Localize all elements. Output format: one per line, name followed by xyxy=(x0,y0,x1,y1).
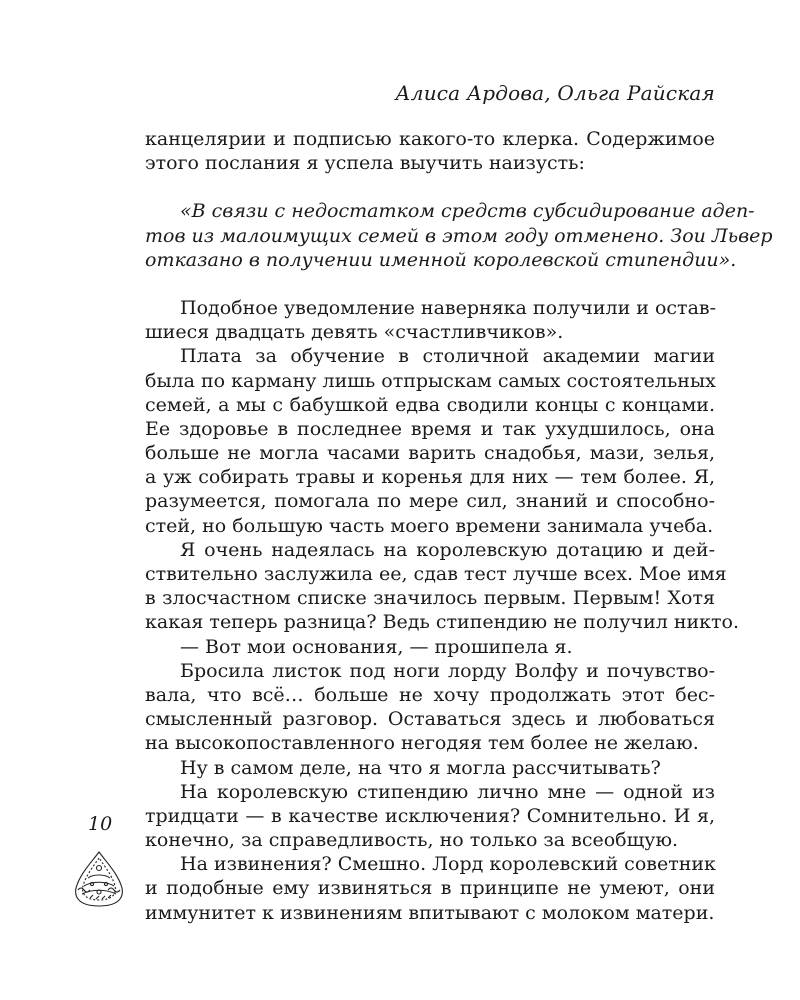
text-line: была по карману лишь отпрыскам самых состоятельных xyxy=(145,369,716,392)
text-line: иммунитет к извинениям впитывают с молоком матери. xyxy=(145,901,715,924)
text-line: на высокопоставленного негодяя тем более не желаю. xyxy=(145,732,699,755)
text-line: разумеется, помогала по мере сил, знаний и способно- xyxy=(145,490,715,513)
quote-line: отказано в получении именной королевской стипендии». xyxy=(145,248,737,271)
text-line: Ну в самом деле, на что я могла рассчитывать? xyxy=(180,756,661,779)
page-body xyxy=(145,127,773,925)
text-line: и подобные ему извиняться в принципе не умеют, они xyxy=(145,877,715,900)
text-line: ствительно заслужила ее, сдав тест лучше всех. Мое имя xyxy=(145,563,727,585)
page-number: 10 xyxy=(88,813,113,835)
text-line: канцелярии и подписью какого-то клерка. Содержимое xyxy=(145,128,715,150)
text-line: смысленный разговор. Оставаться здесь и любоваться xyxy=(145,708,715,731)
text-line: больше не могла часами варить снадобья, мази, зелья, xyxy=(145,442,715,465)
text-line: Ее здоровье в последнее время и так ухудшилось, она xyxy=(145,417,715,440)
quote-line: тов из малоимущих семей в этом году отменено. Зои Львер xyxy=(145,224,773,247)
quote-line: «В связи с недостатком средств субсидирование адеп- xyxy=(180,200,755,223)
text-line: Бросила листок под ноги лорду Волфу и почувство- xyxy=(180,659,715,682)
running-header: Алиса Ардова, Ольга Райская xyxy=(395,81,715,105)
text-line: вала, что всё… больше не хочу продолжать этот бес- xyxy=(145,683,715,706)
text-line: этого послания я успела выучить наизусть: xyxy=(145,152,585,175)
text-line: Я очень надеялась на королевскую дотацию и дей- xyxy=(180,538,715,561)
text-line: тридцати — в качестве исключения? Сомнительно. И я, xyxy=(145,804,715,827)
text-line: — Вот мои основания, — прошипела я. xyxy=(180,635,573,658)
text-line: Подобное уведомление наверняка получили и остав- xyxy=(180,296,717,319)
text-line: а уж собирать травы и коренья для них — тем более. Я, xyxy=(145,466,715,489)
decorative-ornament-icon xyxy=(68,848,130,910)
text-line: На извинения? Смешно. Лорд королевский советник xyxy=(180,853,716,876)
text-line: шиеся двадцать девять «счастливчиков». xyxy=(145,321,564,344)
text-line: семей, а мы с бабушкой едва сводили концы с концами. xyxy=(145,393,715,416)
text-line: Плата за обучение в столичной академии магии xyxy=(180,345,715,368)
text-line: какая теперь разница? Ведь стипендию не получил никто. xyxy=(145,611,740,634)
text-line: конечно, за справедливость, но только за всеобщую. xyxy=(145,829,679,852)
text-line: в злосчастном списке значилось первым. Первым! Хотя xyxy=(145,587,715,610)
text-line: На королевскую стипендию лично мне — одной из xyxy=(180,780,715,803)
text-line: стей, но большую часть моего времени занимала учеба. xyxy=(145,514,714,537)
